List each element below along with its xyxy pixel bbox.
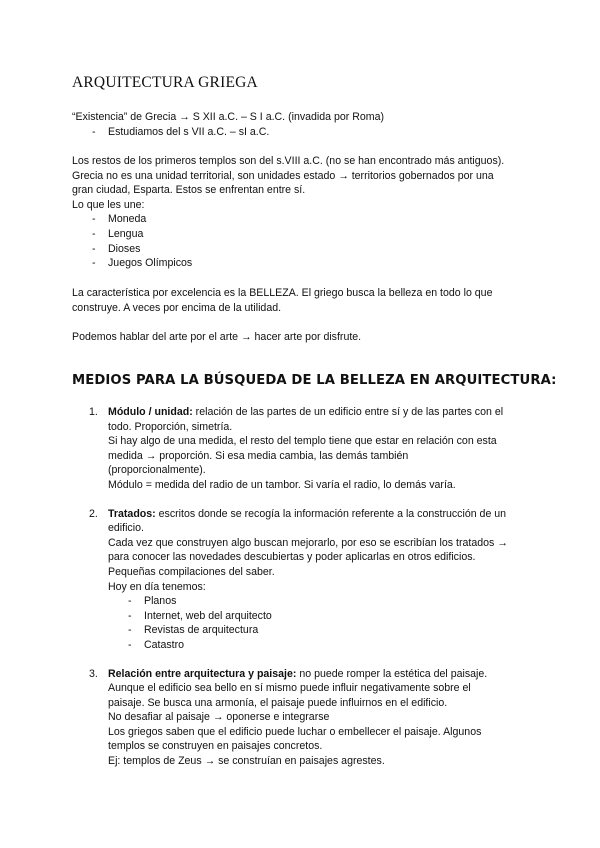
text-line: Hoy en día tenemos: xyxy=(108,580,206,593)
list-item: - Revistas de arquitectura xyxy=(108,623,544,638)
item-number: 1. xyxy=(89,406,98,418)
text-line: para conocer las novedades descubiertas y poder aplicarlas en otros edificios. xyxy=(108,551,476,564)
list-item: - Lengua xyxy=(72,227,544,242)
text-line: Podemos hablar del arte por el arte → hacer arte por disfrute. xyxy=(72,331,362,343)
page-title: ARQUITECTURA GRIEGA xyxy=(72,74,258,91)
item-text: escritos donde se recogía la información referente a la construcción de un xyxy=(155,507,507,520)
intro-list xyxy=(72,125,544,140)
item-text: relación de las partes de un edificio entre sí y de las partes con el xyxy=(192,406,504,418)
text-line: No desafiar al paisaje → oponerse e integrarse xyxy=(108,711,330,724)
item-number: 2. xyxy=(89,507,98,520)
text-line: Ej: templos de Zeus → se construían en paisajes agrestes. xyxy=(108,755,385,768)
intro-block xyxy=(72,110,544,139)
list-item: - Internet, web del arquitecto xyxy=(108,609,544,624)
item-number: 3. xyxy=(89,667,98,680)
text-line: construye. A veces por encima de la utilidad. xyxy=(72,301,282,314)
list-item: - Juegos Olímpicos xyxy=(72,256,544,271)
text-line: Aunque el edificio sea bello en sí mismo puede influir negativamente sobre el xyxy=(108,682,471,695)
section-title: MEDIOS PARA LA BÚSQUEDA DE LA BELLEZA EN ARQUITECTURA: xyxy=(72,373,557,388)
text-line: Si hay algo de una medida, el resto del templo tiene que estar en relación con esta xyxy=(108,435,497,448)
union-list xyxy=(72,212,544,270)
list-item xyxy=(72,507,544,653)
paragraph-belleza xyxy=(72,286,544,315)
text-line: Lo que les une: xyxy=(72,198,145,211)
text-line: templos se construyen en paisajes concretos. xyxy=(108,740,323,753)
list-item: - Estudiamos del s VII a.C. – sI a.C. xyxy=(72,125,544,140)
list-item: - Moneda xyxy=(72,212,544,227)
text-line: Cada vez que construyen algo buscan mejorarlo, por eso se escribían los tratados → xyxy=(108,536,508,549)
tratados-list xyxy=(108,594,544,652)
paragraph-arte xyxy=(72,330,544,345)
list-item: - Planos xyxy=(108,594,544,609)
text-line: (proporcionalmente). xyxy=(108,464,206,477)
text-line: edificio. xyxy=(108,522,144,535)
item-term: Módulo / unidad: xyxy=(108,406,193,418)
text-line: Módulo = medida del radio de un tambor. Si varía el radio, lo demás varía. xyxy=(108,478,456,491)
media-list xyxy=(72,405,544,769)
text-line: gran ciudad, Esparta. Estos se enfrentan entre sí. xyxy=(72,184,306,197)
text-line: La característica por excelencia es la BELLEZA. El griego busca la belleza en todo lo que xyxy=(72,287,493,299)
text-line: Los restos de los primeros templos son del s.VIII a.C. (no se han encontrado más antiguos). xyxy=(72,155,505,167)
item-term: Tratados: xyxy=(108,507,156,520)
item-text: no puede romper la estética del paisaje. xyxy=(296,667,488,680)
text-line: paisaje. Se busca una armonía, el paisaje puede influirnos en el edificio. xyxy=(108,696,448,709)
text-line: Grecia no es una unidad territorial, son unidades estado → territorios gobernados por una xyxy=(72,169,494,182)
text-line: Pequeñas compilaciones del saber. xyxy=(108,565,275,578)
list-item: - Dioses xyxy=(72,242,544,257)
paragraph-restos xyxy=(72,154,544,271)
text-line: medida → proporción. Si esa media cambia, las demás también xyxy=(108,449,409,462)
media-list-block xyxy=(72,405,544,769)
list-item: - Catastro xyxy=(108,638,544,653)
list-item xyxy=(72,405,544,493)
text-line: todo. Proporción, simetría. xyxy=(108,420,233,433)
text-line: Los griegos saben que el edificio puede luchar o embellecer el paisaje. Algunos xyxy=(108,725,482,738)
list-item xyxy=(72,667,544,769)
intro-line: “Existencia” de Grecia → S XII a.C. – S I a.C. (invadida por Roma) xyxy=(72,111,385,123)
item-term: Relación entre arquitectura y paisaje: xyxy=(108,667,297,680)
